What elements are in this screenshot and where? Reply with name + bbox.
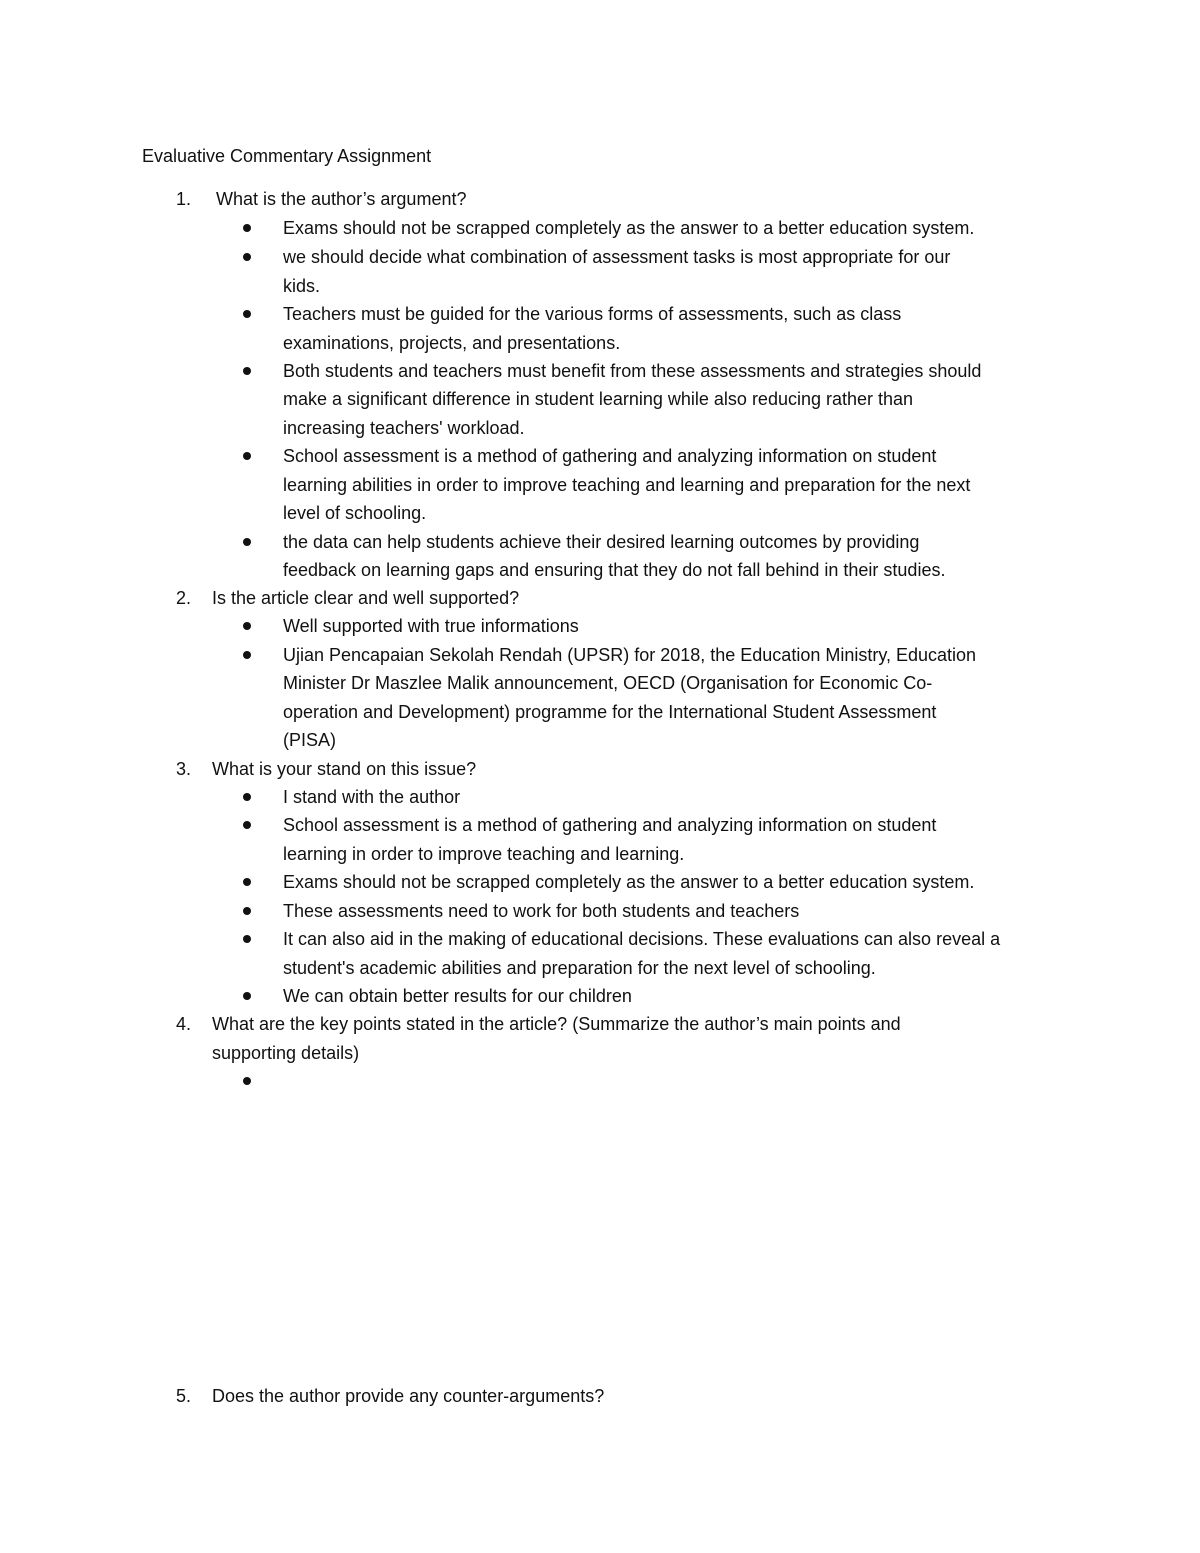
- bullet-icon: [243, 992, 251, 1000]
- bullet-line: (PISA): [283, 730, 337, 750]
- question-text: Does the author provide any counter-arguments?: [212, 1386, 605, 1406]
- bullet-line: learning in order to improve teaching and learning.: [283, 844, 685, 864]
- bullet-line: the data can help students achieve their desired learning outcomes by providing: [283, 532, 920, 552]
- bullet-icon: [243, 367, 251, 375]
- bullet-line: make a significant difference in student learning while also reducing rather than: [283, 389, 914, 409]
- question-text: What is your stand on this issue?: [212, 759, 477, 779]
- bullet-line: Exams should not be scrapped completely as the answer to a better education system.: [283, 218, 975, 238]
- bullet-line: operation and Development) programme for the International Student Assessment: [283, 702, 937, 722]
- bullet-icon: [243, 793, 251, 801]
- bullet-icon: [243, 651, 251, 659]
- question-number: 3.: [176, 759, 192, 779]
- bullet-icon: [243, 1077, 251, 1085]
- question-text: What is the author’s argument?: [216, 189, 467, 209]
- bullet-line: examinations, projects, and presentations.: [283, 333, 621, 353]
- bullet-line: Teachers must be guided for the various forms of assessments, such as class: [283, 304, 902, 324]
- question-text: Is the article clear and well supported?: [212, 588, 520, 608]
- question-number: 2.: [176, 588, 192, 608]
- bullet-icon: [243, 821, 251, 829]
- bullet-line: School assessment is a method of gathering and analyzing information on student: [283, 446, 937, 466]
- bullet-icon: [243, 310, 251, 318]
- bullet-line: feedback on learning gaps and ensuring that they do not fall behind in their studies.: [283, 560, 946, 580]
- question-text: supporting details): [212, 1043, 360, 1063]
- bullet-icon: [243, 224, 251, 232]
- bullet-line: School assessment is a method of gathering and analyzing information on student: [283, 815, 937, 835]
- bullet-icon: [243, 538, 251, 546]
- bullet-line: These assessments need to work for both students and teachers: [283, 901, 800, 921]
- question-number: 1.: [176, 189, 192, 209]
- bullet-line: we should decide what combination of assessment tasks is most appropriate for our: [283, 247, 951, 267]
- bullet-line: Well supported with true informations: [283, 616, 579, 636]
- bullet-line: Both students and teachers must benefit from these assessments and strategies should: [283, 361, 982, 381]
- bullet-line: It can also aid in the making of educational decisions. These evaluations can also reveal a: [283, 929, 1001, 949]
- question-number: 5.: [176, 1386, 192, 1406]
- bullet-line: I stand with the author: [283, 787, 461, 807]
- bullet-line: learning abilities in order to improve teaching and learning and preparation for the next: [283, 475, 971, 495]
- bullet-icon: [243, 452, 251, 460]
- bullet-line: kids.: [283, 276, 321, 296]
- bullet-line: We can obtain better results for our children: [283, 986, 632, 1006]
- bullet-line: increasing teachers' workload.: [283, 418, 525, 438]
- bullet-icon: [243, 253, 251, 261]
- bullet-icon: [243, 622, 251, 630]
- bullet-icon: [243, 878, 251, 886]
- bullet-line: Exams should not be scrapped completely as the answer to a better education system.: [283, 872, 975, 892]
- document-title: Evaluative Commentary Assignment: [142, 146, 432, 166]
- bullet-icon: [243, 935, 251, 943]
- question-number: 4.: [176, 1014, 192, 1034]
- bullet-line: student's academic abilities and preparation for the next level of schooling.: [283, 958, 876, 978]
- bullet-line: Minister Dr Maszlee Malik announcement, OECD (Organisation for Economic Co-: [283, 673, 933, 693]
- bullet-icon: [243, 907, 251, 915]
- bullet-line: Ujian Pencapaian Sekolah Rendah (UPSR) for 2018, the Education Ministry, Education: [283, 645, 977, 665]
- question-text: What are the key points stated in the article? (Summarize the author’s main points and: [212, 1014, 901, 1034]
- bullet-line: level of schooling.: [283, 503, 427, 523]
